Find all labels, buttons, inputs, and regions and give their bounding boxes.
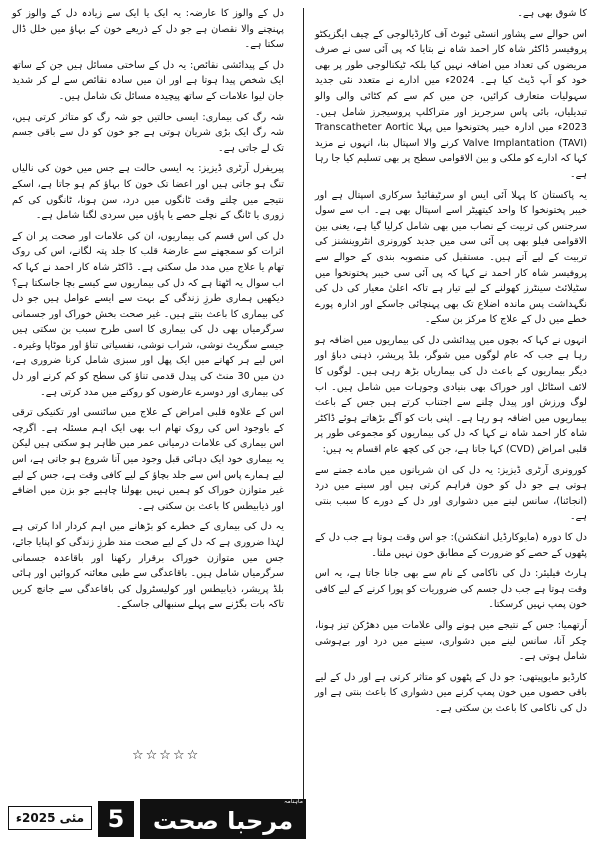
paragraph: اس حوالے سے پشاور انسٹی ٹیوٹ آف کارڈیالوجی کے چیف ایگزیکٹو پروفیسر ڈاکٹر شاہ کار احمد شاہ نے بتایا کہ پی آئی سی نے صرف مریضوں کی تعداد میں اضافہ نہیں کیا بلکہ ٹیکنالوجی طور پر بھی خود کو اَپ ڈیٹ کیا ہے۔ 2024ء میں ادارے نے متعدد نئی جدید سہولیات متعارف کرائیں، جن میں کم سے کم کٹائی والی والو تبدیلیاں، بائی پاس سرجریز اور متراکلپ پروسیجرز شامل ہیں۔ 2023ء میں ادارہ خیبر پختونخوا میں پہلا Transcatheter Aortic Valve Implantation (TAVI) کرنے والا اسپتال بنا، انہوں نے مزید کہا کہ ادارے کو ملکی و بین الاقوامی سطح پر بھی تسلیم کیا جا رہا ہے۔: [315, 28, 587, 180]
end-stars: ☆☆☆☆☆: [132, 748, 201, 763]
magazine-tag: ماہنامہ: [284, 798, 303, 805]
page-number: 5: [98, 801, 134, 837]
magazine-logo: مرحبا صحت: [140, 799, 306, 839]
page-footer: [8, 796, 308, 842]
paragraph: یہ دل کی بیماری کے خطرے کو بڑھانے میں اہم کردار ادا کرتی ہے لہٰذا ضروری ہے کہ دل کے لیے صحت مند طرزِ زندگی کو اپنایا جائے، جس میں متوازن خوراک برقرار رکھنا اور باقاعدہ جسمانی سرگرمیاں شامل ہیں۔ باقاعدگی سے طبی معائنہ کروائیں اور ہائی بلڈ پریشر، ذیابیطس اور کولیسٹرول کی باقاعدگی سے جانچ کریں تاکہ بات بگڑنے سے پہلے سنبھالی جاسکے۔: [12, 521, 284, 611]
right-column: [315, 6, 587, 722]
paragraph: دل کے پیدائشی نقائص: یہ دل کے ساختی مسائل ہیں جن کے ساتھ ایک شخص پیدا ہوتا ہے اور ان میں سادہ نقائص سے لے کر شدید جان لیوا علامات کے ساتھ پیچیدہ مسائل تک شامل ہیں۔: [12, 59, 284, 102]
paragraph: پیریفرل آرٹری ڈیزیز: یہ ایسی حالت ہے جس میں خون کی نالیاں تنگ ہو جاتی ہیں اور اعضا تک خون کا بہاؤ کم ہو جاتا ہے، اسکے نتیجے میں چلتے وقت ٹانگوں میں درد، سن ہونا، ٹانگوں کی کم زوری یا ٹانگ کے نچلے حصے یا پاؤں میں سردی لگنا شامل ہے۔: [12, 163, 284, 222]
paragraph: شہ رگ کی بیماری: ایسی حالتیں جو شہ رگ کو متاثر کرتی ہیں، شہ رگ ایک بڑی شریان ہوتی ہے جو خون کو دل سے باقی جسم تک لے جاتی ہے۔: [12, 111, 284, 154]
paragraph: اَرتھمیا: جس کے نتیجے میں ہونے والی علامات میں دھڑکن تیز ہونا، چکر آنا، سانس لینے میں دشواری، سینے میں درد اور بےہوشی شامل ہوتی ہے۔: [315, 619, 587, 663]
paragraph: انہوں نے کہا کہ بچوں میں پیدائشی دل کی بیماریوں میں اضافہ ہو رہا ہے جب کہ عام لوگوں میں شوگر، بلڈ پریشر، ذہنی دباؤ اور دیگر بیماریوں کے باعث دل کی بیماریاں بڑھ رہی ہیں۔ لوگوں کا لائف اسٹائل اور خوراک بھی بنیادی وجوہات میں شامل ہیں۔ اب لوگ ورزش اور پیدل چلنے سے اجتناب کرتے ہیں جس کے باعث بیماریوں میں اضافہ ہو رہا ہے۔ اپنی بات کو آگے بڑھاتے ہوئے ڈاکٹر شاہ کار احمد شاہ نے کہا کہ دل کی بیماریوں کو مجموعی طور پر قلبی امراض (CVD) کہا جاتا ہے، جن کی کچھ عام اقسام یہ ہیں:: [315, 334, 587, 456]
paragraph: کورونری آرٹری ڈیزیز: یہ دل کی ان شریانوں میں مادے جمنے سے ہوتی ہے جو دل کو خون فراہم کرتی ہیں اور سینے میں درد (انجائنا)، سانس لینے میں دشواری اور دل کے دورے کا سبب بنتی ہے۔: [315, 464, 587, 523]
paragraph: کا شوق بھی ہے۔: [517, 8, 587, 19]
paragraph: ہارٹ فیلیئر: دل کی ناکامی کے نام سے بھی جانا جاتا ہے، یہ اس وقت ہوتا ہے جب دل جسم کی ضروریات کو پورا کرنے کے لیے کافی خون پمپ نہیں کرسکتا۔: [315, 568, 587, 611]
column-divider: [303, 8, 304, 838]
paragraph: کارڈیو مایوپیتھی: جو دل کے پٹھوں کو متاثر کرتی ہے اور دل کے لیے باقی حصوں میں خون پمپ کرنے میں دشواری کا باعث بنتی ہے اور دل کی ناکامی کا باعث بن سکتی ہے۔: [315, 671, 587, 714]
paragraph: یہ پاکستان کا پہلا آئی ایس او سرٹیفائیڈ سرکاری اسپتال ہے اور خیبر پختونخوا کا واحد کیتھیٹر اسے اسپتال بھی ہے۔ اب سے سول سرجنس کی تربیت کے نصاب میں بھی شامل کرلیا گیا ہے، یعنی بین الاقوامی فیلو بھی پی آئی سی میں جدید کورونری انٹروینشنز کی تربیت کے لیے آتے ہیں۔ مستقبل کی منصوبہ بندی کے حوالے سے پروفیسر شاہ کار احمد نے کہا کہ پی آئی سی خیبر پختونخوا میں سٹیلائٹ سینٹرز کھولنے کے لیے تیار ہے تاکہ اعلیٰ معیار کی دل کی نگہداشت پس ماندہ اضلاع تک بھی پہنچائی جاسکے اور ادارہ پورے خطے میں دل کے علاج کا مرکز بن سکے۔: [315, 189, 587, 326]
left-column: [12, 6, 284, 618]
paragraph: دل کا دورہ (مایوکارڈیل انفکشن): جو اس وقت ہوتا ہے جب دل کے پٹھوں کے حصے کو ضرورت کے مطابق خون نہیں ملتا۔: [315, 532, 587, 559]
paragraph: دل کے والوز کا عارضہ: یہ ایک یا ایک سے زیادہ دل کے والوز کو پہنچنے والا نقصان ہے جو دل کے ذریعے خون کے بہاؤ میں خلل ڈال سکتا ہے۔: [12, 8, 284, 51]
paragraph: دل کی اس قسم کی بیماریوں، ان کی علامات اور صحت پر ان کے اثرات کو سمجھنے سے عارضۂ قلب کا جلد پتہ لگانے، اس کی روک تھام یا علاج میں مدد مل سکتی ہے۔ ڈاکٹر شاہ کار احمد نے کہا کہ اب سوال یہ اٹھتا ہے کہ دل کی بیماریوں سے کیسے بچا جاسکتا ہے؟ دیکھیں ہماری طرزِ زندگی کے بہت سے ایسے عوامل ہیں جو دل کی بیماری کا باعث بنتے ہیں۔ غیر صحت بخش خوراک اور جسمانی سرگرمیاں بھی دل کی بیماری کا اسی طرح سبب بن سکتی ہیں جیسے سگریٹ نوشی، شراب نوشی، نفسیاتی تناؤ اور موٹاپا وغیرہ۔ اس لیے ہر کھانے میں ایک پھل اور سبزی شامل کرنا ضروری ہے، دن میں 30 منٹ کی پیدل قدمی تناؤ کی سطح کو کم کرنے اور دل کی بیماری اور دوسرے عارضوں کو روکنے میں مدد کرتی ہے۔: [12, 230, 284, 398]
website-url: www.marhabasehat.com: [219, 794, 294, 801]
paragraph: اس کے علاوہ قلبی امراض کے علاج میں سائنسی اور تکنیکی ترقی کے باوجود اس کی روک تھام اب بھی ایک اہم مسئلہ ہے۔ اگرچہ اس بیماری کی علامات درمیانی عمر میں ظاہر ہو سکتی ہیں لیکن یہ بیماری خود ایک دہائی قبل وجود میں آنا شروع ہو جاتی ہے، اس لیے ہمارے پاس اس سے جلد بچاؤ کے لیے کافی وقت ہے، جس کے لیے غیر متوازن خوراک کو ہمیں نہیں بھولنا چاہیے جو بزن میں اضافے اور ذیابیطس کا باعث بن سکتی ہے۔: [12, 407, 284, 512]
issue-date: مئی 2025ء: [8, 806, 92, 830]
